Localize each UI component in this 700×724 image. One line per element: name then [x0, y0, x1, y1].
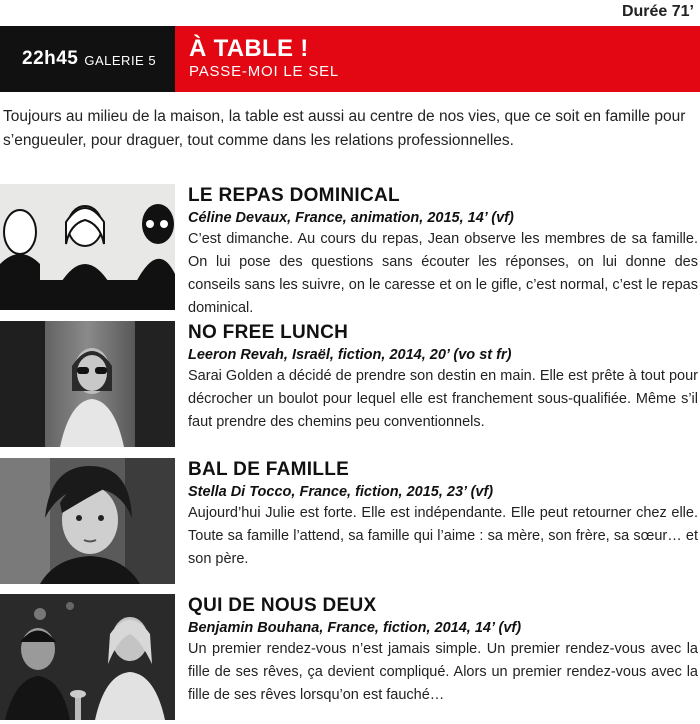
film-title: QUI DE NOUS DEUX	[188, 595, 377, 616]
film-info	[188, 458, 698, 571]
film-entry	[0, 458, 700, 588]
film-info	[188, 321, 698, 434]
film-title: NO FREE LUNCH	[188, 322, 349, 343]
film-info	[188, 594, 698, 707]
film-synopsis: Sarai Golden a décidé de prendre son destin en main. Elle est prête à tout pour décrocher un boulot pour lequel elle est franchement sous-qualifiée. Même s’il faut prendre des chemins peu conventionnels.	[188, 368, 698, 430]
film-credits: Céline Devaux, France, animation, 2015, 14’ (vf)	[188, 210, 514, 226]
film-thumbnail-repas-dominical	[0, 184, 175, 310]
session-time-venue	[0, 26, 175, 92]
film-synopsis: Un premier rendez-vous n’est jamais simple. Un premier rendez-vous avec la fille de ses rêves, ça devient compliqué. Alors un premier rendez-vous avec la fille de ses rêves lorsqu’on est fauché…	[188, 641, 698, 703]
session-theme	[175, 26, 700, 92]
film-credits: Benjamin Bouhana, France, fiction, 2014, 14’ (vf)	[188, 620, 522, 636]
film-entry	[0, 321, 700, 451]
film-credits: Stella Di Tocco, France, fiction, 2015, 23’ (vf)	[188, 484, 494, 500]
film-info	[188, 184, 698, 320]
session-time: 22h45	[22, 48, 79, 69]
session-subtitle: PASSE-MOI LE SEL	[189, 63, 340, 80]
intro-paragraph: Toujours au milieu de la maison, la table est aussi au centre de nos vies, que ce soit en famille pour s’engueuler, pour draguer, tout comme dans les relations professionnelles.	[3, 108, 686, 149]
film-entry	[0, 594, 700, 724]
film-title: LE REPAS DOMINICAL	[188, 185, 400, 206]
session-title: À TABLE !	[189, 35, 309, 62]
film-entry	[0, 184, 700, 314]
film-title: BAL DE FAMILLE	[188, 459, 350, 480]
film-thumbnail-no-free-lunch	[0, 321, 175, 447]
session-venue: GALERIE 5	[84, 53, 157, 68]
film-synopsis: C’est dimanche. Au cours du repas, Jean observe les membres de sa famille. On lui pose des questions sans écouter les réponses, on lui donne des conseils sans les suivre, on le caresse et on le gifle, c’est normal, c’est le repas dominical.	[188, 231, 698, 316]
duration-label: Durée 71’	[621, 3, 694, 20]
film-thumbnail-qui-de-nous-deux	[0, 594, 175, 720]
session-banner	[0, 26, 700, 92]
film-thumbnail-bal-de-famille	[0, 458, 175, 584]
film-synopsis: Aujourd’hui Julie est forte. Elle est indépendante. Elle peut retourner chez elle. Toute sa famille l’attend, sa famille qui l’aime : sa mère, son frère, sa sœur… et son père.	[188, 505, 698, 567]
film-credits: Leeron Revah, Israël, fiction, 2014, 20’ (vo st fr)	[188, 347, 512, 363]
